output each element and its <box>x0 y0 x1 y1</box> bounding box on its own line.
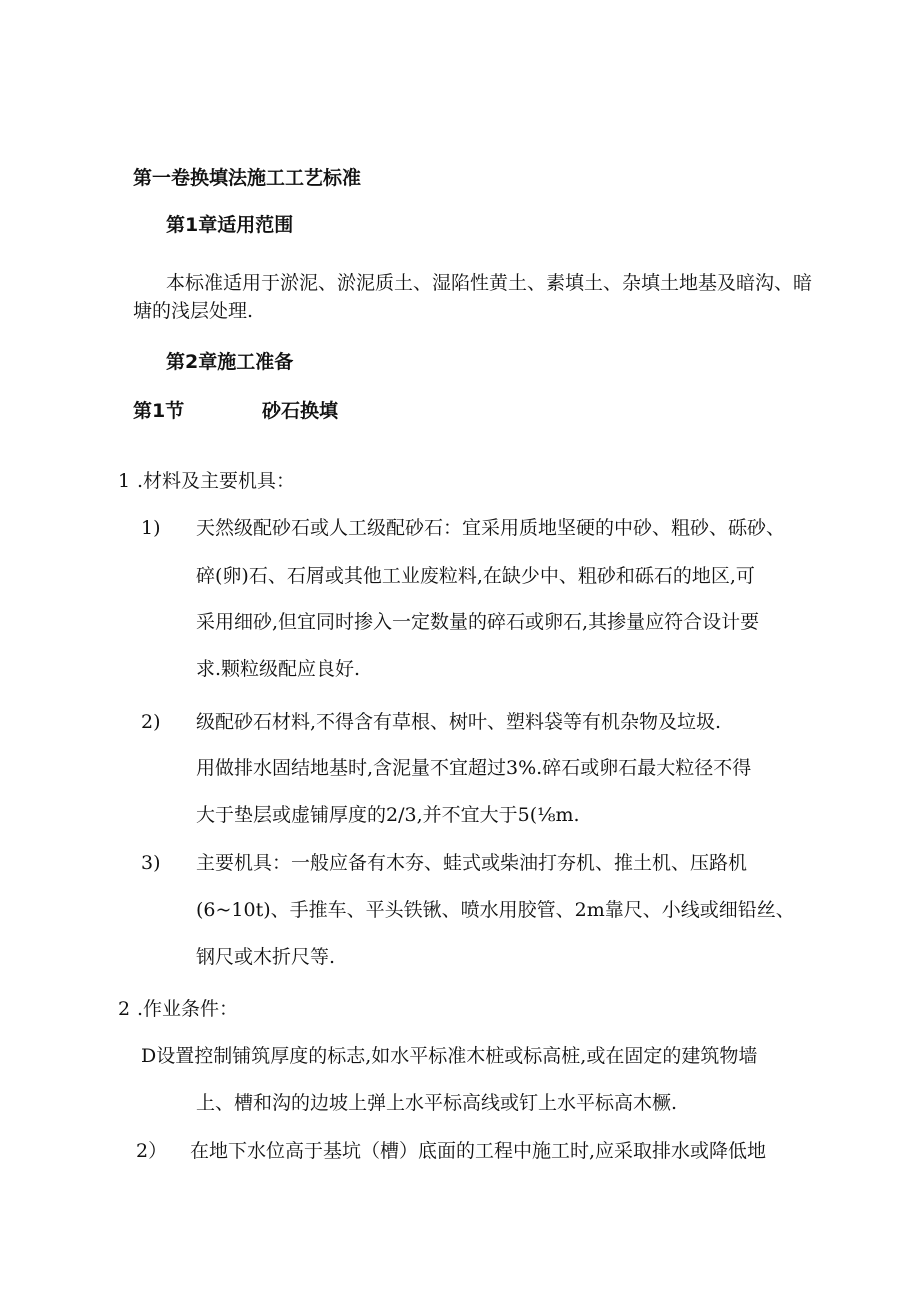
item-2-1-line: D设置控制铺筑厚度的标志,如水平标准木桩或标高桩,或在固定的建筑物墙 <box>141 1045 758 1067</box>
item-1-3-line: 主要机具：一般应备有木夯、蛙式或柴油打夯机、推土机、压路机 <box>196 852 748 874</box>
item-2-1-line: 上、槽和沟的边坡上弹上水平标高线或钉上水平标高木橛. <box>196 1092 678 1114</box>
item-1-2-line: 大于垫层或虚铺厚度的2/3,并不宜大于5(⅛m. <box>196 804 580 826</box>
volume-title: 第一卷换填法施工工艺标准 <box>133 167 362 189</box>
item-1-1-number: 1) <box>141 517 161 539</box>
item-1-3-line: (6~10t)、手推车、平头铁锹、喷水用胶管、2m靠尺、小线或细铅丝、 <box>196 899 795 921</box>
item-1-1-line: 天然级配砂石或人工级配砂石：宜采用质地坚硬的中砂、粗砂、砾砂、 <box>196 517 786 539</box>
chapter-1-body-line: 塘的浅层处理. <box>133 300 254 322</box>
item-1-3-number: 3) <box>141 852 161 874</box>
section-1-label: 第1节 <box>133 400 185 422</box>
chapter-1-body-line: 本标准适用于淤泥、淤泥质土、湿陷性黄土、素填土、杂填土地基及暗沟、暗 <box>166 272 813 294</box>
item-1-2-line: 级配砂石材料,不得含有草根、树叶、塑料袋等有机杂物及垃圾. <box>196 711 722 733</box>
item-2-2-line: 在地下水位高于基坑（槽）底面的工程中施工时,应采取排水或降低地 <box>190 1140 767 1162</box>
item-1-1-line: 求.颗粒级配应良好. <box>196 658 361 680</box>
item-2-title: .作业条件： <box>137 998 239 1020</box>
item-1-1-line: 采用细砂,但宜同时掺入一定数量的碎石或卵石,其掺量应符合设计要 <box>196 611 760 633</box>
chapter-1-title: 第1章适用范围 <box>166 214 294 236</box>
section-1-title: 砂石换填 <box>262 400 339 422</box>
item-1-3-line: 钢尺或木折尺等. <box>196 946 336 968</box>
item-1-title: .材料及主要机具： <box>137 470 296 492</box>
item-2-number: 2 <box>118 998 131 1020</box>
item-1-2-line: 用做排水固结地基时,含泥量不宜超过3%.碎石或卵石最大粒径不得 <box>196 757 752 779</box>
item-1-2-number: 2) <box>141 711 161 733</box>
item-1-number: 1 <box>118 470 131 492</box>
item-2-2-number: 2） <box>136 1140 168 1162</box>
item-1-1-line: 碎(卵)石、石屑或其他工业废粒料,在缺少中、粗砂和砾石的地区,可 <box>196 565 755 587</box>
chapter-2-title: 第2章施工准备 <box>166 351 294 373</box>
